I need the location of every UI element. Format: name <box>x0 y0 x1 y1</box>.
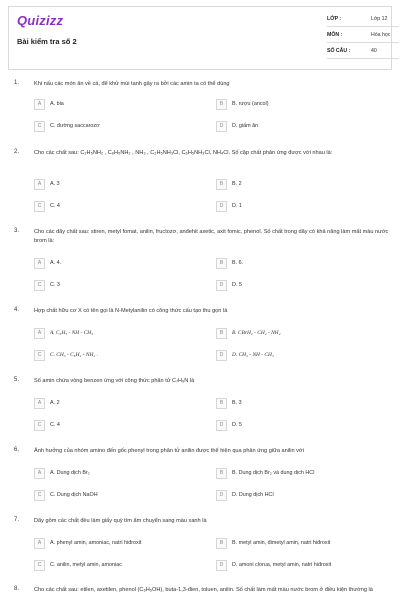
option-c[interactable] <box>34 200 60 212</box>
option-b[interactable] <box>216 98 269 110</box>
option-text: C. 4 <box>50 203 60 209</box>
option-letter: D <box>216 121 227 132</box>
option-letter: D <box>216 350 227 361</box>
quizizz-logo: Quizizz <box>17 13 64 28</box>
option-text: D. 5 <box>232 422 242 428</box>
option-a[interactable] <box>34 257 61 269</box>
question-text: Ảnh hưởng của nhóm amino đến gốc phenyl trong phân tử anilin được thể hiện qua phản ứng giữa anilin với <box>34 448 304 454</box>
option-text: C. đường saccarozơ <box>50 123 100 129</box>
question-count-label: SỐ CÂU : <box>327 48 351 54</box>
quiz-title: Bài kiểm tra số 2 <box>17 37 77 46</box>
option-letter: C <box>34 560 45 571</box>
option-text: D. Dung dịch HCl <box>232 492 274 498</box>
option-a[interactable] <box>34 467 90 479</box>
question-text: Hợp chất hữu cơ X có tên gọi là N-Metylanilin có công thức cấu tạo thu gọn là <box>34 308 228 314</box>
option-letter: C <box>34 350 45 361</box>
question-text: Dãy gồm các chất đều làm giấy quỳ tím ẩm chuyển sang màu xanh là <box>34 518 207 524</box>
subject-value: Hóa học <box>371 32 391 38</box>
option-d[interactable] <box>216 489 274 501</box>
option-b[interactable] <box>216 397 242 409</box>
divider <box>327 42 399 43</box>
option-d[interactable] <box>216 120 258 132</box>
question-text: Khi nấu các món ăn về cá, để khử mùi tanh gây ra bởi các amin ta có thể dùng <box>34 81 230 87</box>
option-letter: A <box>34 468 45 479</box>
option-letter: A <box>34 398 45 409</box>
option-letter: B <box>216 398 227 409</box>
option-letter: C <box>34 121 45 132</box>
option-c[interactable] <box>34 419 60 431</box>
option-letter: B <box>216 99 227 110</box>
option-text: A. Dung dịch Br₂ <box>50 470 90 476</box>
option-text: D. amoni clorua, metyl amin, natri hiđroxit <box>232 562 332 568</box>
option-letter: D <box>216 420 227 431</box>
divider <box>327 58 399 59</box>
option-letter: D <box>216 560 227 571</box>
option-letter: A <box>34 328 45 339</box>
option-text: A. 4. <box>50 260 62 266</box>
class-label: LỚP : <box>327 16 342 22</box>
option-letter: A <box>34 538 45 549</box>
question-text: Cho các dãy chất sau: stiren, metyl fomat, anilin, fructozơ, anđehit axetic, axit fomic, phenol. Số chất trong dãy có khả năng làm mất màu nước brom là: <box>34 229 389 244</box>
option-b[interactable] <box>216 257 243 269</box>
option-text: C. CH₃ - C₆H₄ - NH₂ . <box>50 352 98 358</box>
option-letter: C <box>34 280 45 291</box>
class-value: Lớp 12 <box>371 16 388 22</box>
option-letter: D <box>216 490 227 501</box>
option-text: D. 5 <box>232 282 242 288</box>
option-d[interactable] <box>216 200 242 212</box>
question-text: Số amin chứa vòng benzen ứng với công thức phân tử C₇H₉N là <box>34 378 195 384</box>
option-b[interactable] <box>216 467 314 479</box>
option-a[interactable] <box>34 537 141 549</box>
question-number: 8. <box>14 586 20 592</box>
option-d[interactable] <box>216 559 331 571</box>
option-c[interactable] <box>34 120 100 132</box>
option-d[interactable] <box>216 279 242 291</box>
option-text: A. 2 <box>50 400 60 406</box>
option-letter: D <box>216 201 227 212</box>
question-number: 7. <box>14 517 20 523</box>
option-letter: B <box>216 179 227 190</box>
option-letter: B <box>216 328 227 339</box>
option-text: B. 3 <box>232 400 242 406</box>
option-text: C. 3 <box>50 282 60 288</box>
option-text: D. 1 <box>232 203 242 209</box>
option-letter: B <box>216 258 227 269</box>
option-a[interactable] <box>34 178 60 190</box>
question-number: 6. <box>14 447 20 453</box>
subject-label: MÔN : <box>327 32 343 38</box>
question-number: 4. <box>14 307 20 313</box>
option-c[interactable] <box>34 349 98 361</box>
option-text: D. giấm ăn <box>232 123 259 129</box>
option-letter: A <box>34 258 45 269</box>
option-a[interactable] <box>34 98 64 110</box>
option-letter: B <box>216 468 227 479</box>
option-text: A. phenyl amin, amoniac, natri hiđroxit <box>50 540 142 546</box>
option-letter: B <box>216 538 227 549</box>
option-d[interactable] <box>216 349 274 361</box>
option-text: A. C₆H₅ - NH - CH₃ <box>50 330 94 336</box>
option-text: B. Dung dịch Br₂ và dung dịch HCl <box>232 470 315 476</box>
option-a[interactable] <box>34 327 93 339</box>
question-text: Cho các chất sau: C₂H₅NH₂ , C₆H₅NH₂ , NH₃ , C₂H₅NH₃Cl, C₆H₅NH₃Cl, NH₄Cl. Số cặp chất phản ứng được với nhau là: <box>34 150 333 156</box>
option-letter: A <box>34 179 45 190</box>
question-number: 2. <box>14 149 20 155</box>
option-text: B. rượu (ancol) <box>232 101 269 107</box>
option-c[interactable] <box>34 489 98 501</box>
option-text: A. bia <box>50 101 64 107</box>
option-b[interactable] <box>216 327 280 339</box>
option-text: C. 4 <box>50 422 60 428</box>
option-text: D. CH₃ - NH - CH₃ <box>232 352 274 358</box>
option-letter: C <box>34 420 45 431</box>
option-text: C. Dung dịch NaOH <box>50 492 98 498</box>
option-text: B. CBrH₂ - CH₂ - NH₂ <box>232 330 281 336</box>
option-text: B. 2 <box>232 181 242 187</box>
quiz-header <box>8 6 392 70</box>
question-number: 5. <box>14 377 20 383</box>
option-letter: A <box>34 99 45 110</box>
option-c[interactable] <box>34 559 122 571</box>
option-text: B. metyl amin, đimetyl amin, natri hiđroxit <box>232 540 331 546</box>
option-a[interactable] <box>34 397 60 409</box>
question-count-value: 40 <box>371 48 377 54</box>
option-letter: C <box>34 490 45 501</box>
option-c[interactable] <box>34 279 60 291</box>
option-d[interactable] <box>216 419 242 431</box>
option-letter: C <box>34 201 45 212</box>
question-number: 1. <box>14 80 20 86</box>
option-letter: D <box>216 280 227 291</box>
option-text: B. 6. <box>232 260 244 266</box>
option-b[interactable] <box>216 178 242 190</box>
question-text: Cho các chất sau: etilen, axetilen, phenol (C₆H₅OH), buta-1,3-đien, toluen, anilin. Số chất làm mất màu nước brom ở điều kiện thường là <box>34 587 373 593</box>
divider <box>327 26 399 27</box>
question-number: 3. <box>14 228 20 234</box>
option-b[interactable] <box>216 537 330 549</box>
option-text: A. 3 <box>50 181 60 187</box>
option-text: C. anilin, metyl amin, amoniac <box>50 562 122 568</box>
